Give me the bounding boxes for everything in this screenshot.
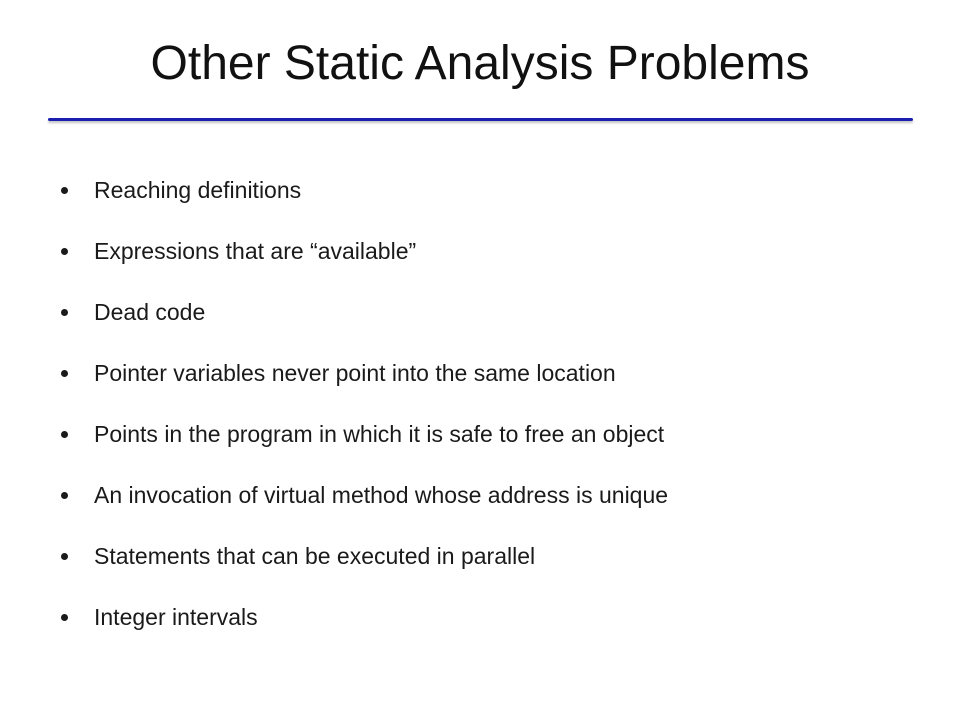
bullet-item bbox=[55, 526, 915, 587]
bullet-icon bbox=[61, 614, 68, 621]
title-underline bbox=[48, 118, 913, 121]
bullet-item bbox=[55, 404, 915, 465]
bullet-item bbox=[55, 465, 915, 526]
bullet-icon bbox=[61, 492, 68, 499]
bullet-text: Pointer variables never point into the same location bbox=[94, 360, 616, 386]
bullet-item bbox=[55, 160, 915, 221]
bullet-icon bbox=[61, 431, 68, 438]
slide-title: Other Static Analysis Problems bbox=[150, 37, 810, 90]
bullet-icon bbox=[61, 370, 68, 377]
bullet-text: Dead code bbox=[94, 299, 206, 325]
bullet-item bbox=[55, 587, 915, 648]
bullet-icon bbox=[61, 553, 68, 560]
bullet-text: Reaching definitions bbox=[94, 177, 302, 203]
bullet-icon bbox=[61, 248, 68, 255]
bullet-icon bbox=[61, 309, 68, 316]
bullet-item bbox=[55, 221, 915, 282]
bullet-icon bbox=[61, 187, 68, 194]
bullet-text: Integer intervals bbox=[94, 604, 258, 630]
bullet-list bbox=[55, 160, 915, 648]
bullet-item bbox=[55, 282, 915, 343]
bullet-text: Statements that can be executed in parallel bbox=[94, 543, 536, 569]
bullet-item bbox=[55, 343, 915, 404]
bullet-text: Points in the program in which it is safe to free an object bbox=[94, 421, 665, 447]
bullet-text: Expressions that are “available” bbox=[94, 238, 417, 264]
bullet-text: An invocation of virtual method whose address is unique bbox=[94, 482, 669, 508]
